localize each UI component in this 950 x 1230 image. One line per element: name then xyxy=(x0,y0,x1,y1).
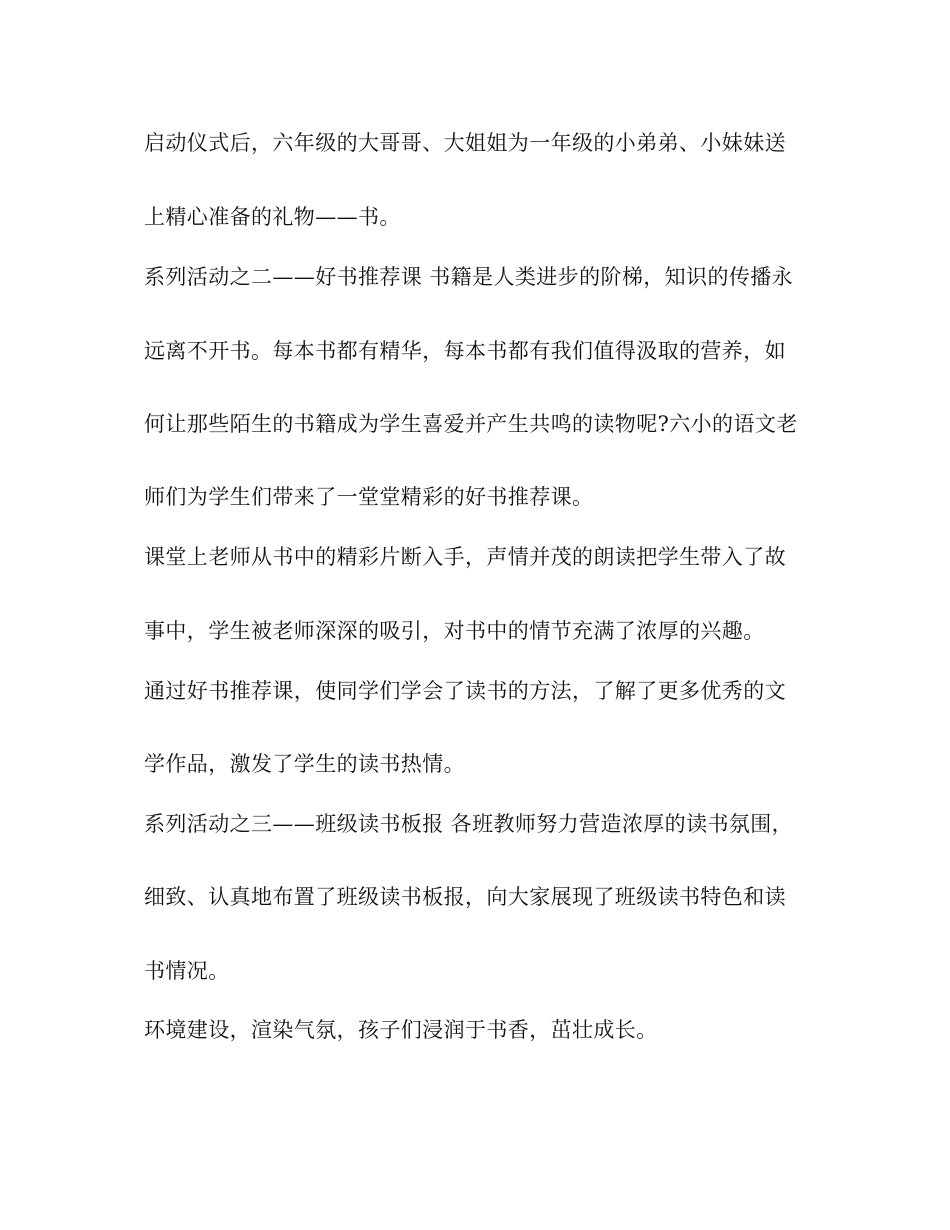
paragraph-line: 通过好书推荐课，使同学们学会了读书的方法，了解了更多优秀的文 xyxy=(144,679,786,703)
paragraph-line: 远离不开书。每本书都有精华，每本书都有我们值得汲取的营养，如 xyxy=(144,339,786,363)
paragraph-line: 书情况。 xyxy=(144,959,230,983)
paragraph-line: 何让那些陌生的书籍成为学生喜爱并产生共鸣的读物呢?六小的语文老 xyxy=(144,412,798,436)
paragraph-line: 上精心准备的礼物——书。 xyxy=(144,205,401,229)
paragraph-line: 系列活动之二——好书推荐课 书籍是人类进步的阶梯，知识的传播永 xyxy=(144,265,794,289)
paragraph-line: 细致、认真地布置了班级读书板报，向大家展现了班级读书特色和读 xyxy=(144,885,786,909)
paragraph-line: 系列活动之三——班级读书板报 各班教师努力营造浓厚的读书氛围， xyxy=(144,812,794,836)
paragraph-line: 学作品，激发了学生的读书热情。 xyxy=(144,752,465,776)
paragraph-line: 课堂上老师从书中的精彩片断入手，声情并茂的朗读把学生带入了故 xyxy=(144,545,786,569)
paragraph-line: 事中，学生被老师深深的吸引，对书中的情节充满了浓厚的兴趣。 xyxy=(144,619,765,643)
paragraph-line: 环境建设，渲染气氛，孩子们浸润于书香，茁壮成长。 xyxy=(144,1018,658,1042)
paragraph-line: 启动仪式后，六年级的大哥哥、大姐姐为一年级的小弟弟、小妹妹送 xyxy=(144,131,786,155)
paragraph-line: 师们为学生们带来了一堂堂精彩的好书推荐课。 xyxy=(144,485,594,509)
